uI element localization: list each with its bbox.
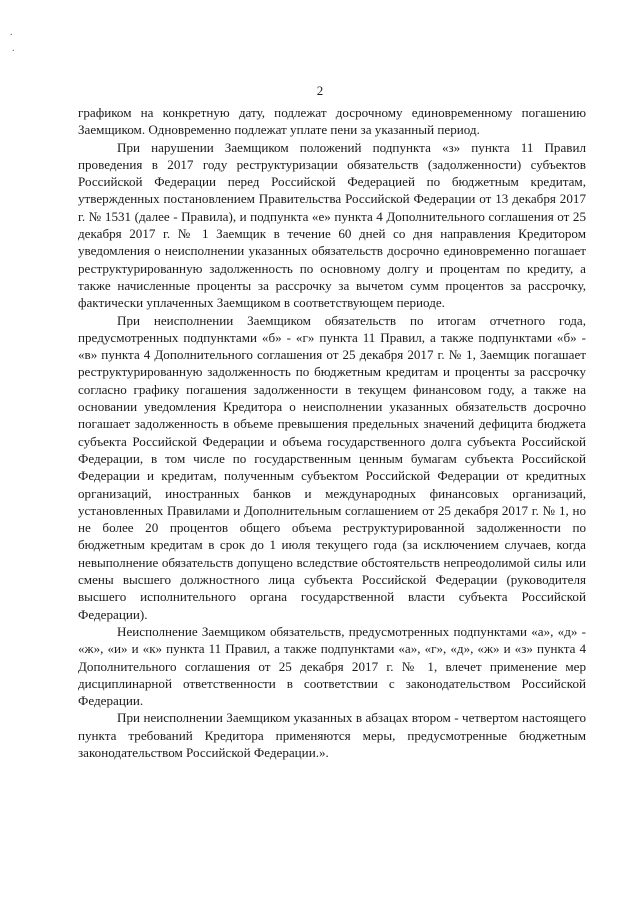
paragraph-nonfulfillment-annual: При неисполнении Заемщиком обязательств по итогам отчетного года, предусмотренных подпунктами «б» - «г» пункта 11 Правил, а также подпунктами «б» - «в» пункта 4 Дополнительного соглашения от 25 декабря 2017 г. № 1, Заемщик погашает реструктурированную задолженность по бюджетным кредитам и проценты за рассрочку согласно графику погашения задолженности в текущем финансовом году, а также на основании уведомления Кредитора о неисполнении указанных обязательств досрочно погашает задолженность в объеме превышения предельных значений дефицита бюджета субъекта Российской Федерации и объема государственного долга субъекта Российской Федерации, в том числе по государственным ценным бумагам субъекта Российской Федерации и кредитам, полученным субъектом Российской Федерации от кредитных организаций, иностранных банков и международных финансовых организаций, установленных Правилами и Дополнительным соглашением от 25 декабря 2017 г. № 1, но не более 20 процентов общего объема реструктурированной задолженности по бюджетным кредитам в срок до 1 июля текущего года (за исключением случаев, когда невыполнение обязательств допущено вследствие обстоятельств непреодолимой силы или смены высшего должностного лица субъекта Российской Федерации (руководителя высшего исполнительного органа государственной власти субъекта Российской Федерации). [78,312,586,622]
margin-mark: . [12,43,15,54]
paragraph-violation-clause: При нарушении Заемщиком положений подпункта «з» пункта 11 Правил проведения в 2017 году реструктуризации обязательств (задолженности) субъектов Российской Федерации перед Российской Федерацией по бюджетным кредитам, утвержденных постановлением Правительства Российской Федерации от 13 декабря 2017 г. № 1531 (далее - Правила), и подпункта «е» пункта 4 Дополнительного соглашения от 25 декабря 2017 г. № 1 Заемщик в течение 60 дней со дня направления Кредитором уведомления о неисполнении указанных обязательств досрочно единовременно погашает реструктурированную задолженность по основному долгу и процентам по кредиту, а также начисленные проценты за рассрочку за вычетом сумм процентов за рассрочку, фактически уплаченных Заемщиком в соответствующем периоде. [78,139,586,311]
margin-mark: . [10,27,13,38]
paragraph-continuation: графиком на конкретную дату, подлежат досрочному единовременному погашению Заемщиком. Одновременно подлежат уплате пени за указанный период. [78,105,586,138]
paragraph-budget-measures: При неисполнении Заемщиком указанных в абзацах втором - четвертом настоящего пункта требований Кредитора применяются меры, предусмотренные бюджетным законодательством Российской Федерации.». [78,710,586,760]
page-number: 2 [316,83,324,98]
paragraph-disciplinary-liability: Неисполнение Заемщиком обязательств, предусмотренных подпунктами «а», «д» - «ж», «и» и «к» пункта 11 Правил, а также подпунктами «а», «г», «д», «ж» и «з» пункта 4 Дополнительного соглашения от 25 декабря 2017 г. № 1, влечет применение мер дисциплинарной ответственности в соответствии с законодательством Российской Федерации. [78,623,586,709]
document-body [78,104,586,761]
